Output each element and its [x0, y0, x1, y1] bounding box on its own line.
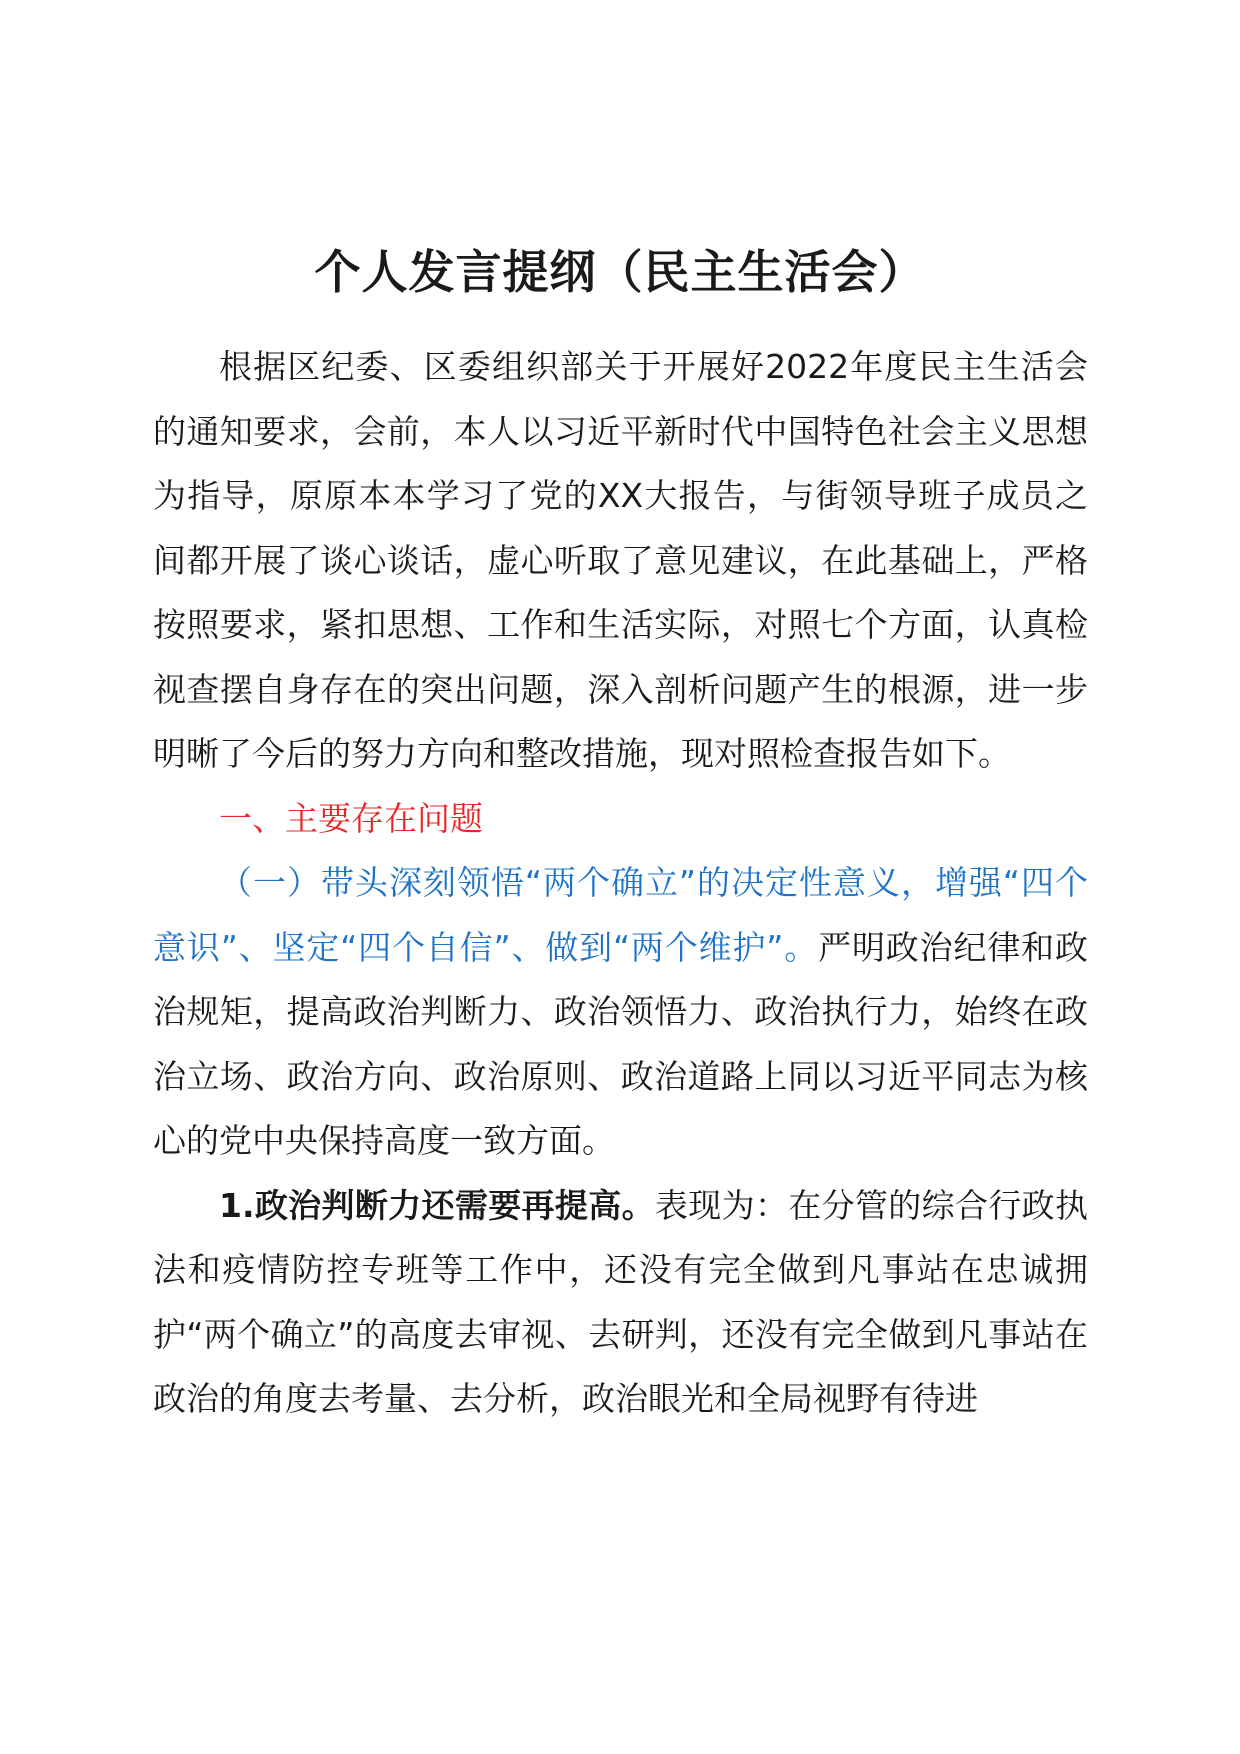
point-heading: 1.政治判断力还需要再提高。 — [219, 1185, 655, 1225]
document-title: 个人发言提纲（民主生活会） — [314, 245, 926, 299]
intro-paragraph: 根据区纪委、区委组织部关于开展好2022年度民主生活会的通知要求，会前，本人以习近平新时代中国特色社会主义思想为指导，原原本本学习了党的XX大报告，与街领导班子成员之间都开展了谈心谈话，虚心听取了意见建议，在此基础上，严格按照要求，紧扣思想、工作和生活实际，对照七个方面，认真检视查摆自身存在的突出问题，深入剖析问题产生的根源，进一步明晰了今后的努力方向和整改措施，现对照检查报告如下。 — [153, 347, 1088, 773]
point-paragraph — [153, 1174, 1088, 1432]
sub-section-heading: （一）带头深刻领悟“两个确立”的决定性意义，增强“四个意识”、坚定“四个自信”、做到“两个维护”。 — [153, 863, 1088, 967]
section-heading: 一、主要存在问题 — [219, 798, 483, 838]
document-body — [153, 335, 1088, 1432]
sub-section-text: 严明政治纪律和政治规矩，提高政治判断力、政治领悟力、政治执行力，始终在政治立场、政治方向、政治原则、政治道路上同以习近平同志为核心的党中央保持高度一致方面。 — [153, 927, 1089, 1160]
point-text: 表现为：在分管的综合行政执法和疫情防控专班等工作中，还没有完全做到凡事站在忠诚拥护“两个确立”的高度去审视、去研判，还没有完全做到凡事站在政治的角度去考量、去分析，政治眼光和全局视野有待进 — [153, 1185, 1089, 1418]
sub-section-paragraph — [153, 851, 1088, 1174]
